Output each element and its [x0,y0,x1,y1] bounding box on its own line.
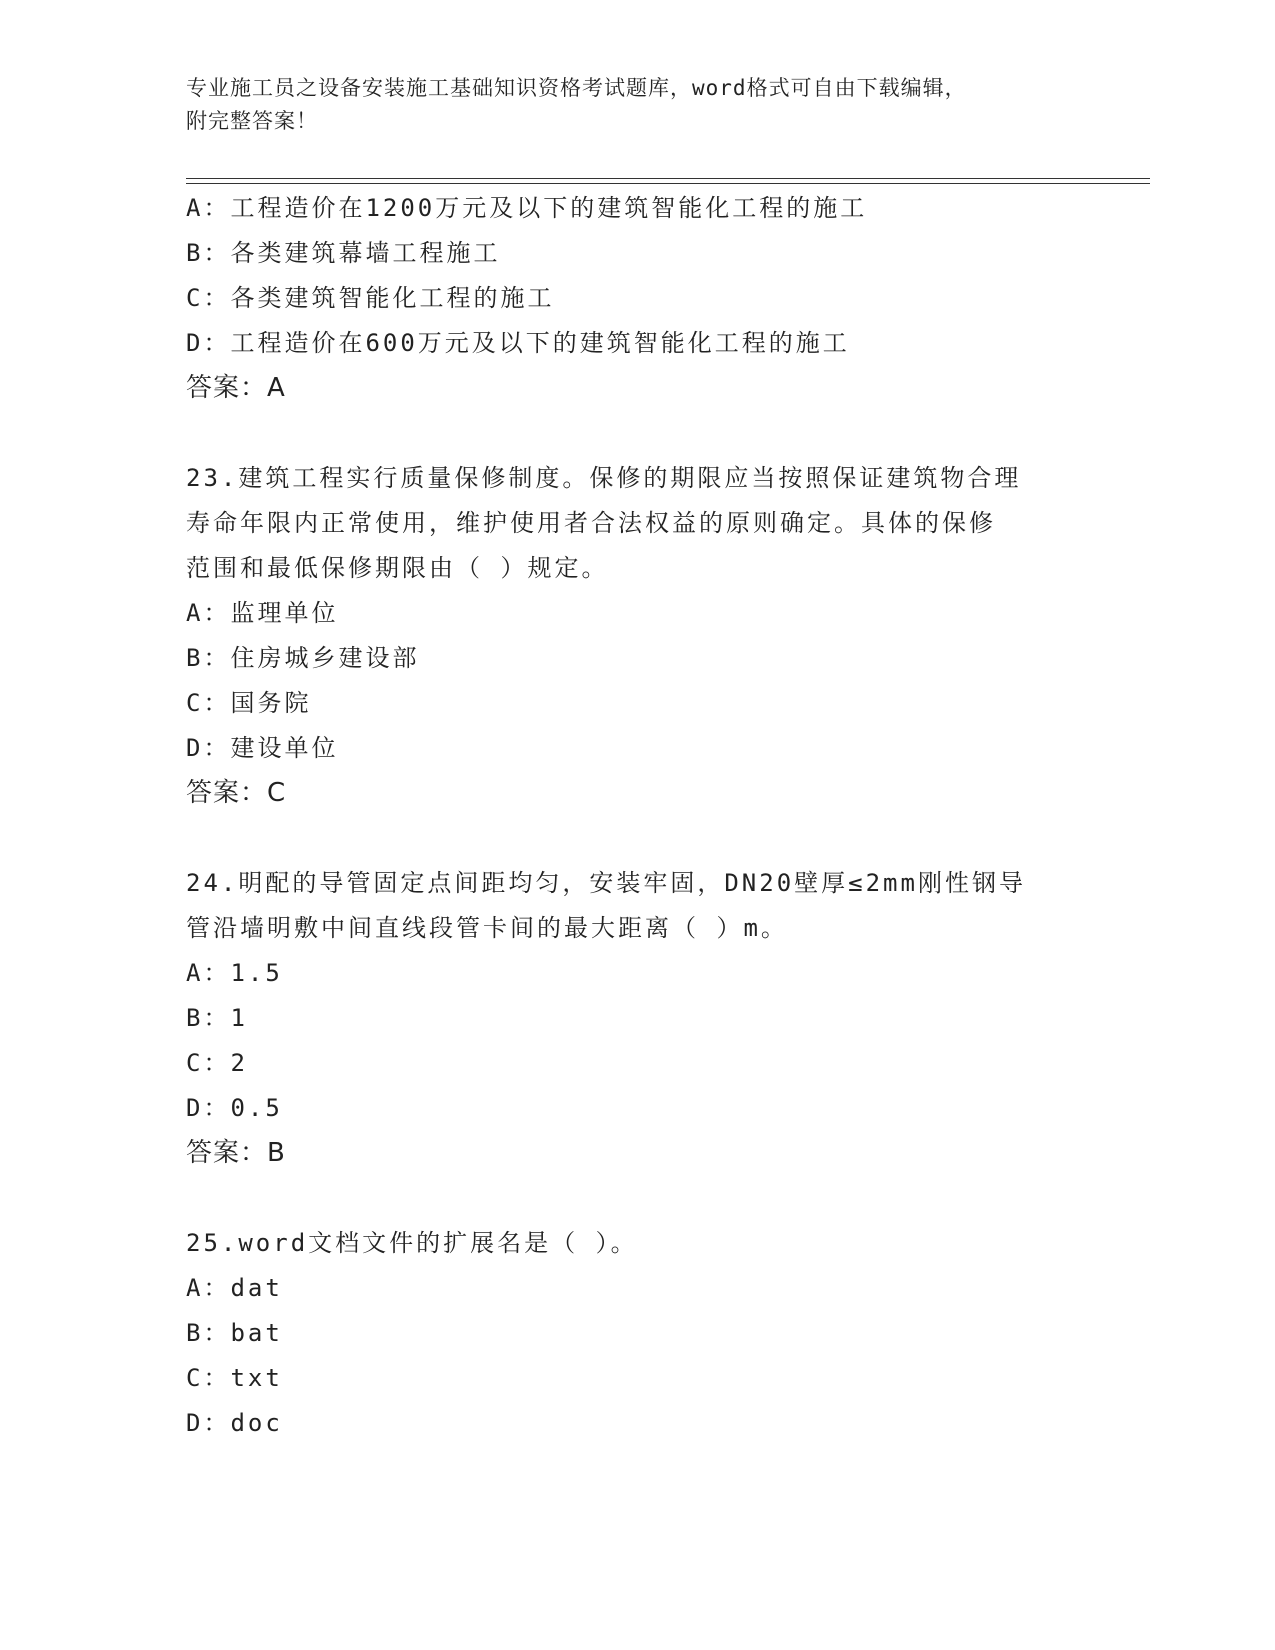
q24-option-c: C：2 [186,1049,248,1077]
q23-option-d: D：建设单位 [186,734,339,762]
q22-option-d: D：工程造价在600万元及以下的建筑智能化工程的施工 [186,329,850,357]
q25-option-d: D：doc [186,1409,283,1437]
header-divider-bottom [186,183,1150,184]
q22-answer: 答案：A [186,373,286,403]
q24-stem-line-2: 管沿墙明敷中间直线段管卡间的最大距离（ ）m。 [186,914,788,942]
q24-option-d: D：0.5 [186,1094,283,1122]
q23-option-c: C：国务院 [186,689,312,717]
q25-option-c: C：txt [186,1364,283,1392]
q22-option-a: A：工程造价在1200万元及以下的建筑智能化工程的施工 [186,194,868,222]
header-divider-top [186,178,1150,179]
header-line-1: 专业施工员之设备安装施工基础知识资格考试题库，word格式可自由下载编辑， [186,76,967,100]
q24-option-b: B：1 [186,1004,248,1032]
q24-answer: 答案：B [186,1138,286,1168]
q23-stem-line-2: 寿命年限内正常使用，维护使用者合法权益的原则确定。具体的保修 [186,509,996,537]
q25-option-a: A：dat [186,1274,283,1302]
q23-stem-line-1: 23.建筑工程实行质量保修制度。保修的期限应当按照保证建筑物合理 [186,464,1022,492]
q22-option-b: B：各类建筑幕墙工程施工 [186,239,501,267]
q23-option-a: A：监理单位 [186,599,339,627]
document-header [186,72,1086,138]
q24-option-a: A：1.5 [186,959,283,987]
q23-stem-line-3: 范围和最低保修期限由（ ）规定。 [186,554,609,582]
q25-stem-line-1: 25.word文档文件的扩展名是（ ）。 [186,1229,638,1257]
header-line-2: 附完整答案！ [186,109,318,133]
q24-stem-line-1: 24.明配的导管固定点间距均匀，安装牢固，DN20壁厚≤2mm刚性钢导 [186,869,1026,897]
q23-answer: 答案：C [186,778,287,808]
q22-option-c: C：各类建筑智能化工程的施工 [186,284,555,312]
q25-option-b: B：bat [186,1319,283,1347]
q23-option-b: B：住房城乡建设部 [186,644,420,672]
